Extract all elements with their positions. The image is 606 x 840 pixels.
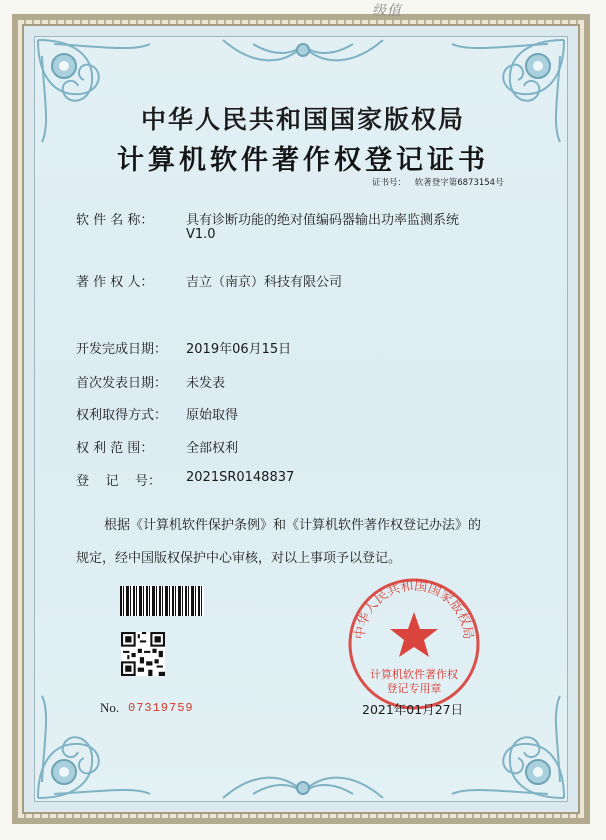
issue-date: 2021年01月27日: [362, 702, 464, 717]
software-name-label: 软 件 名 称：: [76, 213, 154, 228]
statement-line-2: 规定，经中国版权保护中心审核，对以上事项予以登记。: [76, 551, 402, 566]
software-version-value: V1.0: [186, 227, 216, 242]
copyright-owner-label: 著 作 权 人：: [76, 275, 154, 290]
acquisition-method-value: 原始取得: [186, 408, 239, 423]
certificate-number-value: 软著登字第6873154号: [414, 178, 504, 188]
rights-scope-value: 全部权利: [186, 441, 239, 456]
svg-text:中华人民共和国国家版权局: 中华人民共和国国家版权局: [352, 578, 476, 641]
bottom-scroll-ornament-icon: [213, 760, 393, 802]
certificate-number: [372, 176, 510, 188]
completion-date-label: 开发完成日期：: [76, 342, 168, 357]
top-scroll-ornament-icon: [213, 36, 393, 78]
publication-date-label: 首次发表日期：: [76, 376, 168, 391]
qr-code-icon: [121, 632, 165, 676]
serial-number: 07319759: [128, 701, 194, 715]
software-name-value: 具有诊断功能的绝对值编码器输出功率监测系统: [186, 213, 460, 228]
statement-line-1: 根据《计算机软件保护条例》和《计算机软件著作权登记办法》的: [104, 518, 482, 533]
serial-label: No.: [100, 700, 120, 715]
registration-number-value: 2021SR0148837: [186, 470, 295, 485]
barcode-icon: [120, 586, 204, 616]
certificate-title: 计算机软件著作权登记证书: [117, 145, 489, 176]
issuer-title: 中华人民共和国国家版权局: [140, 105, 465, 134]
handwritten-note: 级值: [372, 3, 402, 19]
registration-number-label: 登 记 号：: [76, 474, 162, 489]
seal-text-line-1: 计算机软件著作权: [370, 668, 458, 681]
certificate-number-label: 证书号：: [372, 178, 407, 188]
completion-date-value: 2019年06月15日: [186, 342, 292, 357]
seal-text-line-2: 登记专用章: [386, 682, 442, 695]
rights-scope-label: 权 利 范 围：: [76, 441, 154, 456]
copyright-owner-value: 吉立（南京）科技有限公司: [186, 275, 343, 290]
acquisition-method-label: 权利取得方式：: [76, 408, 168, 423]
publication-date-value: 未发表: [186, 376, 226, 391]
